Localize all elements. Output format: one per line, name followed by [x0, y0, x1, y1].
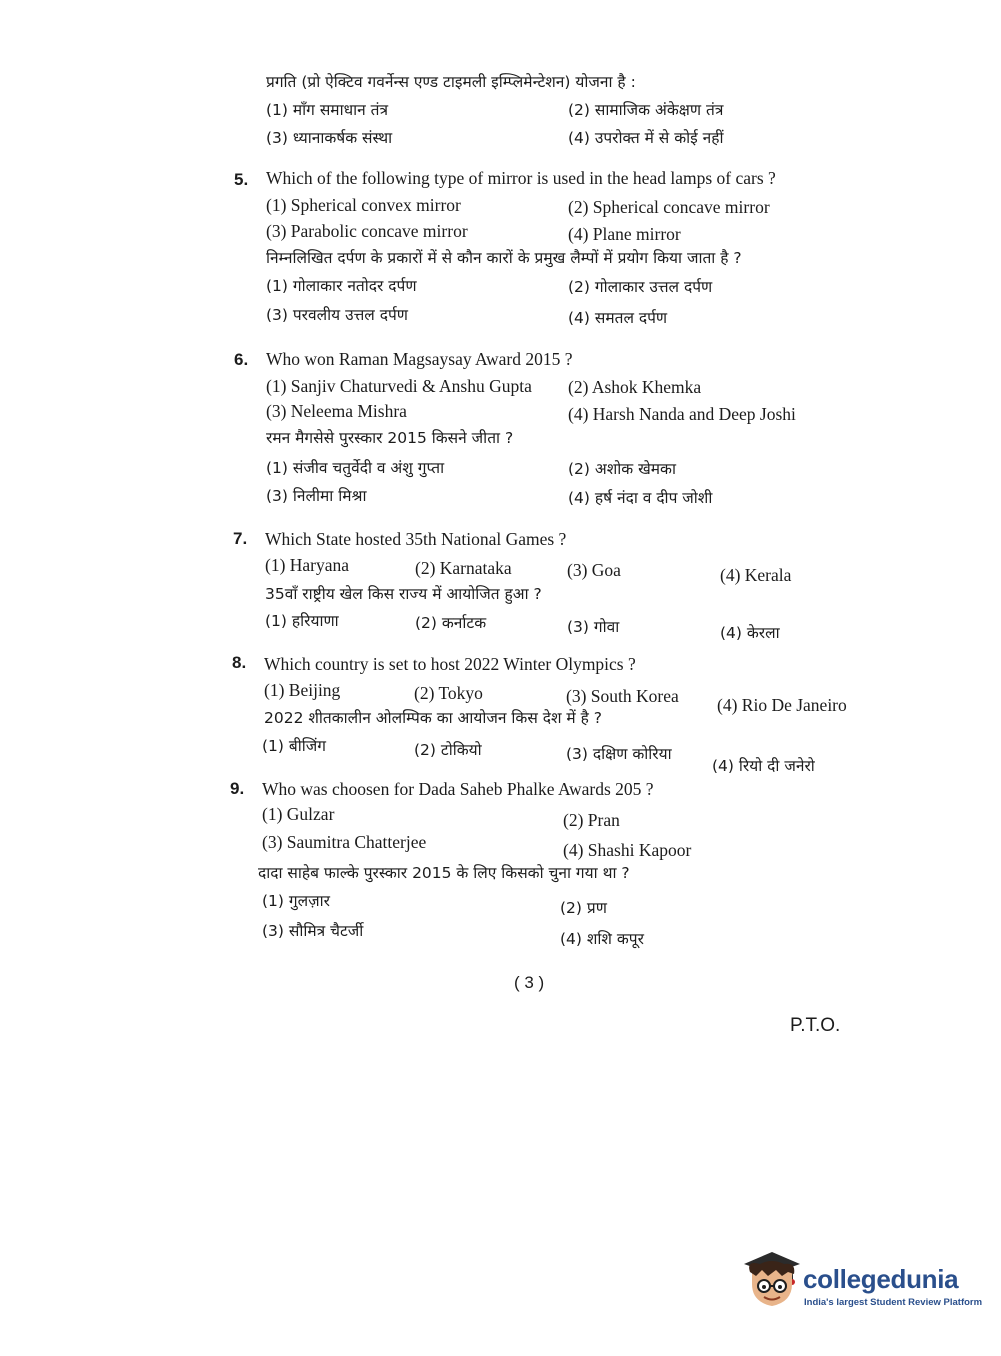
question-number: 7.: [233, 529, 248, 548]
option-hindi: (2) कर्नाटक: [415, 614, 487, 632]
brand-tagline: India's largest Student Review Platform: [804, 1297, 983, 1308]
option-english: (3) Saumitra Chatterjee: [262, 832, 427, 852]
mascot-icon: [742, 1250, 802, 1314]
option-english: (1) Spherical convex mirror: [266, 195, 461, 215]
question-text-english: Who was choosen for Dada Saheb Phalke Awards 205 ?: [262, 779, 654, 799]
question-text-hindi: 35वाँ राष्ट्रीय खेल किस राज्य में आयोजित हुआ ?: [265, 585, 542, 603]
question-text-hindi: दादा साहेब फाल्के पुरस्कार 2015 के लिए किसको चुना गया था ?: [258, 864, 630, 882]
question-text-english: Which of the following type of mirror is used in the head lamps of cars ?: [266, 168, 776, 188]
option-english: (2) Karnataka: [415, 558, 512, 578]
option-english: (3) South Korea: [566, 686, 679, 706]
option-hindi: (2) टोकियो: [414, 741, 482, 759]
question-text-hindi: 2022 शीतकालीन ओलम्पिक का आयोजन किस देश में है ?: [264, 709, 603, 727]
option-hindi: (3) गोवा: [567, 618, 620, 636]
option-hindi: (2) गोलाकार उत्तल दर्पण: [568, 278, 713, 296]
option-english: (3) Goa: [567, 560, 621, 580]
option-english: (2) Ashok Khemka: [568, 377, 702, 397]
question-number: 8.: [232, 653, 247, 672]
option-hindi: (1) गुलज़ार: [262, 892, 330, 910]
option-hindi: (3) सौमित्र चैटर्जी: [262, 922, 364, 940]
option-hindi: (4) हर्ष नंदा व दीप जोशी: [568, 489, 713, 507]
option-english: (1) Haryana: [265, 555, 350, 575]
option-hindi: (3) परवलीय उत्तल दर्पण: [266, 306, 408, 324]
prev-option-3: (3) ध्यानाकर्षक संस्था: [266, 129, 393, 147]
option-english: (2) Tokyo: [414, 683, 483, 703]
question-text-hindi: निम्नलिखित दर्पण के प्रकारों में से कौन कारों के प्रमुख लैम्पों में प्रयोग किया जाता है ?: [266, 249, 742, 267]
question-number: 5.: [234, 170, 249, 189]
question-text-english: Which State hosted 35th National Games ?: [265, 529, 567, 549]
page-number: ( 3 ): [514, 973, 545, 992]
option-hindi: (4) शशि कपूर: [560, 930, 644, 948]
option-hindi: (1) बीजिंग: [262, 737, 326, 755]
option-english: (4) Shashi Kapoor: [563, 840, 692, 860]
option-hindi: (1) गोलाकार नतोदर दर्पण: [266, 277, 417, 295]
option-english: (4) Plane mirror: [568, 224, 681, 244]
option-english: (1) Sanjiv Chaturvedi & Anshu Gupta: [266, 376, 532, 396]
option-english: (2) Pran: [563, 810, 620, 830]
option-hindi: (3) निलीमा मिश्रा: [266, 487, 367, 505]
option-hindi: (4) रियो दी जनेरो: [712, 757, 815, 775]
question-text-english: Who won Raman Magsaysay Award 2015 ?: [266, 349, 573, 369]
question-text-hindi: रमन मैगसेसे पुरस्कार 2015 किसने जीता ?: [266, 429, 514, 447]
option-hindi: (4) समतल दर्पण: [568, 309, 668, 327]
option-hindi: (4) केरला: [720, 624, 780, 642]
option-hindi: (1) हरियाणा: [265, 612, 339, 630]
option-english: (4) Rio De Janeiro: [717, 695, 847, 715]
option-english: (2) Spherical concave mirror: [568, 197, 770, 217]
prev-question-hindi: प्रगति (प्रो ऐक्टिव गवर्नेन्स एण्ड टाइमली इम्प्लिमेन्टेशन) योजना है :: [266, 73, 636, 91]
prev-option-4: (4) उपरोक्त में से कोई नहीं: [568, 129, 724, 147]
pto-label: P.T.O.: [790, 1015, 841, 1036]
option-hindi: (3) दक्षिण कोरिया: [566, 745, 672, 763]
option-english: (3) Neleema Mishra: [266, 401, 407, 421]
option-english: (1) Beijing: [264, 680, 341, 700]
question-text-english: Which country is set to host 2022 Winter Olympics ?: [264, 654, 636, 674]
prev-option-1: (1) माँग समाधान तंत्र: [266, 101, 389, 119]
option-hindi: (2) प्रण: [560, 899, 607, 917]
brand-name: collegedunia: [803, 1264, 959, 1294]
option-english: (4) Kerala: [720, 565, 792, 585]
option-hindi: (2) अशोक खेमका: [568, 460, 676, 478]
prev-option-2: (2) सामाजिक अंकेक्षण तंत्र: [568, 101, 724, 119]
question-number: 9.: [230, 779, 245, 798]
question-number: 6.: [234, 350, 249, 369]
option-hindi: (1) संजीव चतुर्वेदी व अंशु गुप्ता: [266, 459, 445, 477]
option-english: (1) Gulzar: [262, 804, 335, 824]
option-english: (4) Harsh Nanda and Deep Joshi: [568, 404, 796, 424]
option-english: (3) Parabolic concave mirror: [266, 221, 468, 241]
